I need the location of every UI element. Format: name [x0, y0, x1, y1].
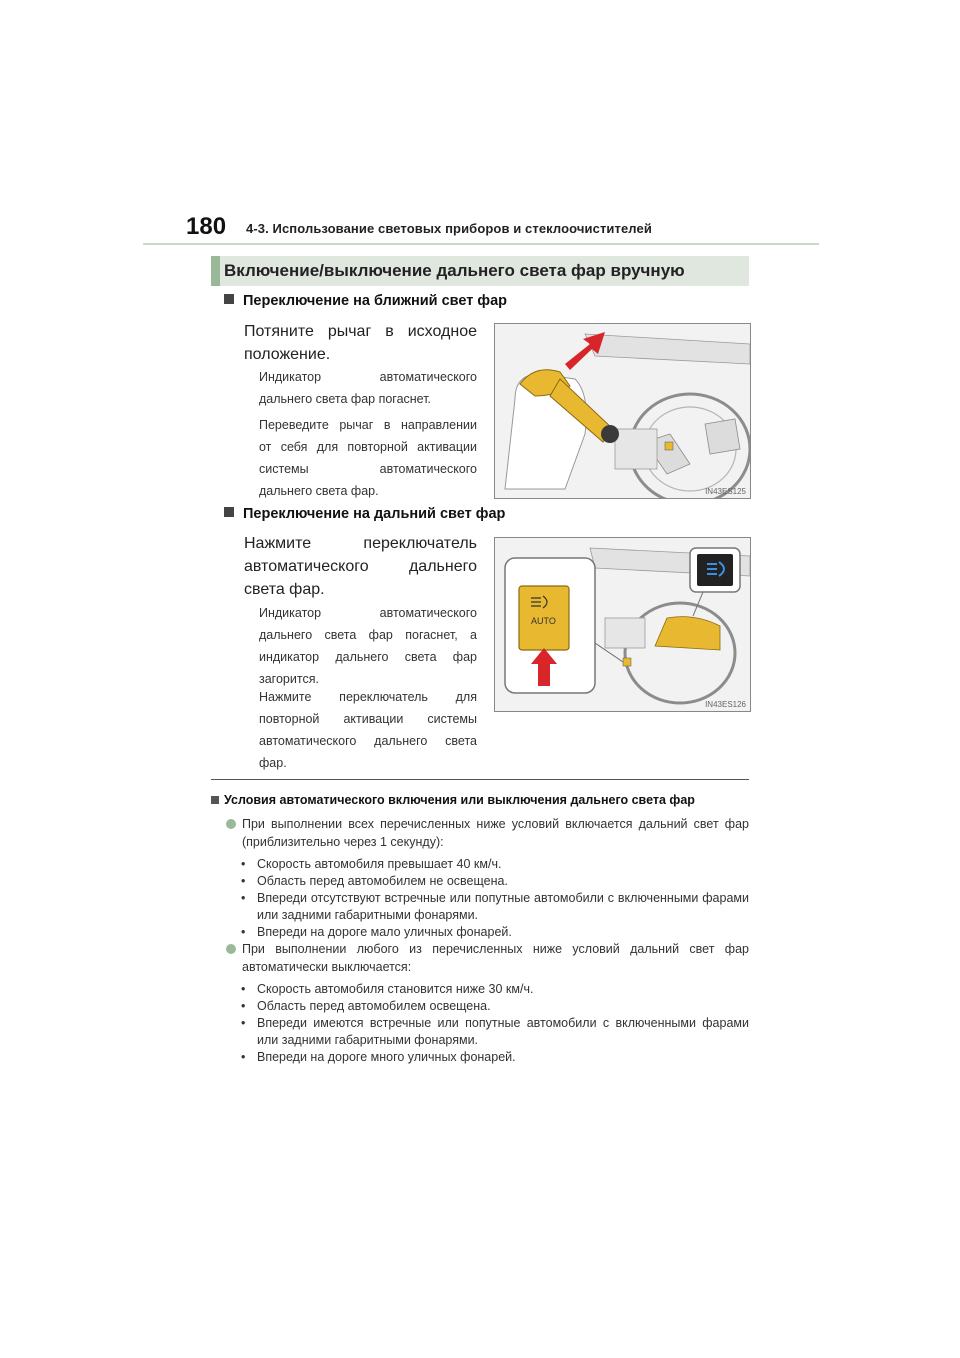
list-item [241, 890, 749, 924]
low-beam-note2 [259, 414, 477, 502]
high-beam-heading-text: Переключение на дальний свет фар [243, 506, 506, 522]
list-item-text: Область перед автомобилем не освещена. [257, 874, 508, 888]
list-item [241, 873, 749, 890]
high-beam-note1-line4: загорится. [259, 672, 319, 686]
list-item [241, 981, 749, 998]
low-beam-note2-line4: дальнего света фар. [259, 484, 379, 498]
low-beam-instruction [244, 320, 477, 366]
circle-bullet-icon [226, 819, 236, 829]
list-item-text: Область перед автомобилем освещена. [257, 999, 491, 1013]
square-bullet-icon [211, 796, 219, 804]
high-beam-heading [224, 506, 505, 522]
page-number: 180 [186, 213, 227, 240]
low-beam-heading-text: Переключение на ближний свет фар [243, 293, 507, 309]
high-beam-note1-line2: дальнего света фар погаснет, а [259, 628, 477, 642]
low-beam-instruction-line1: Потяните рычаг в исходное [244, 323, 477, 340]
low-beam-note1-line2: дальнего света фар погаснет. [259, 392, 432, 406]
auto-switch-label: AUTO [531, 616, 556, 626]
bullet-marker: • [241, 925, 246, 939]
low-beam-note2-line2: от себя для повторной активации [259, 440, 477, 454]
circle-bullet-icon [226, 944, 236, 954]
lever-figure-code: IN43ES125 [705, 487, 746, 496]
list-item-text: Впереди на дороге много уличных фонарей. [257, 1050, 516, 1064]
section-divider [211, 779, 749, 780]
high-beam-note1-line1: Индикатор автоматического [259, 606, 477, 620]
conditions-off-intro-text: При выполнении любого из перечисленных ниже условий дальний свет фар автоматически выключается: [242, 942, 749, 974]
high-beam-note2 [259, 686, 477, 774]
conditions-off-intro [211, 940, 749, 976]
auto-switch-illustration [495, 538, 750, 711]
low-beam-note2-line3: системы автоматического [259, 462, 477, 476]
bullet-marker: • [241, 891, 246, 905]
high-beam-note1-line3: индикатор дальнего света фар [259, 650, 477, 664]
chapter-title: 4-3. Использование световых приборов и стеклоочистителей [246, 221, 652, 236]
list-item [241, 924, 749, 941]
bullet-marker: • [241, 1016, 246, 1030]
bullet-marker: • [241, 874, 246, 888]
high-beam-note2-line3: автоматического дальнего света [259, 734, 477, 748]
high-beam-note2-line1: Нажмите переключатель для [259, 690, 477, 704]
high-beam-note1 [259, 602, 477, 690]
bullet-marker: • [241, 982, 246, 996]
lever-illustration [495, 324, 750, 498]
bullet-marker: • [241, 999, 246, 1013]
square-bullet-icon [224, 294, 234, 304]
bullet-marker: • [241, 1050, 246, 1064]
high-beam-instruction-line1: Нажмите переключатель [244, 535, 477, 552]
list-item-text: Скорость автомобиля становится ниже 30 км/ч. [257, 982, 534, 996]
conditions-on-intro-text: При выполнении всех перечисленных ниже условий включается дальний свет фар (приблизительно через 1 секунду): [242, 817, 749, 849]
conditions-heading [211, 793, 695, 807]
lever-figure [494, 323, 751, 499]
list-item [241, 856, 749, 873]
auto-switch-figure [494, 537, 751, 712]
low-beam-note1 [259, 366, 477, 410]
header-divider [143, 243, 819, 245]
high-beam-note2-line2: повторной активации системы [259, 712, 477, 726]
list-item-text: Впереди на дороге мало уличных фонарей. [257, 925, 512, 939]
list-item [241, 998, 749, 1015]
list-item-text: Скорость автомобиля превышает 40 км/ч. [257, 857, 502, 871]
section-heading-band [211, 256, 749, 286]
high-beam-note2-line4: фар. [259, 756, 287, 770]
high-beam-instruction-line2: автоматического дальнего [244, 558, 477, 575]
list-item [241, 1015, 749, 1049]
list-item-text: Впереди имеются встречные или попутные автомобили с включенными фарами или задними габаритными фонарями. [257, 1016, 749, 1047]
conditions-on-intro [211, 815, 749, 851]
list-item-text: Впереди отсутствуют встречные или попутные автомобили с включенными фарами или задними габаритными фонарями. [257, 891, 749, 922]
bullet-marker: • [241, 857, 246, 871]
conditions-heading-text: Условия автоматического включения или выключения дальнего света фар [224, 793, 695, 807]
low-beam-note1-line1: Индикатор автоматического [259, 370, 477, 384]
low-beam-instruction-line2: положение. [244, 346, 331, 363]
low-beam-note2-line1: Переведите рычаг в направлении [259, 418, 477, 432]
section-accent-bar [211, 256, 220, 286]
square-bullet-icon [224, 507, 234, 517]
auto-switch-figure-code: IN43ES126 [705, 700, 746, 709]
high-beam-instruction [244, 532, 477, 601]
list-item [241, 1049, 749, 1066]
high-beam-instruction-line3: света фар. [244, 581, 325, 598]
section-title: Включение/выключение дальнего света фар вручную [224, 261, 685, 280]
low-beam-heading [224, 293, 507, 309]
